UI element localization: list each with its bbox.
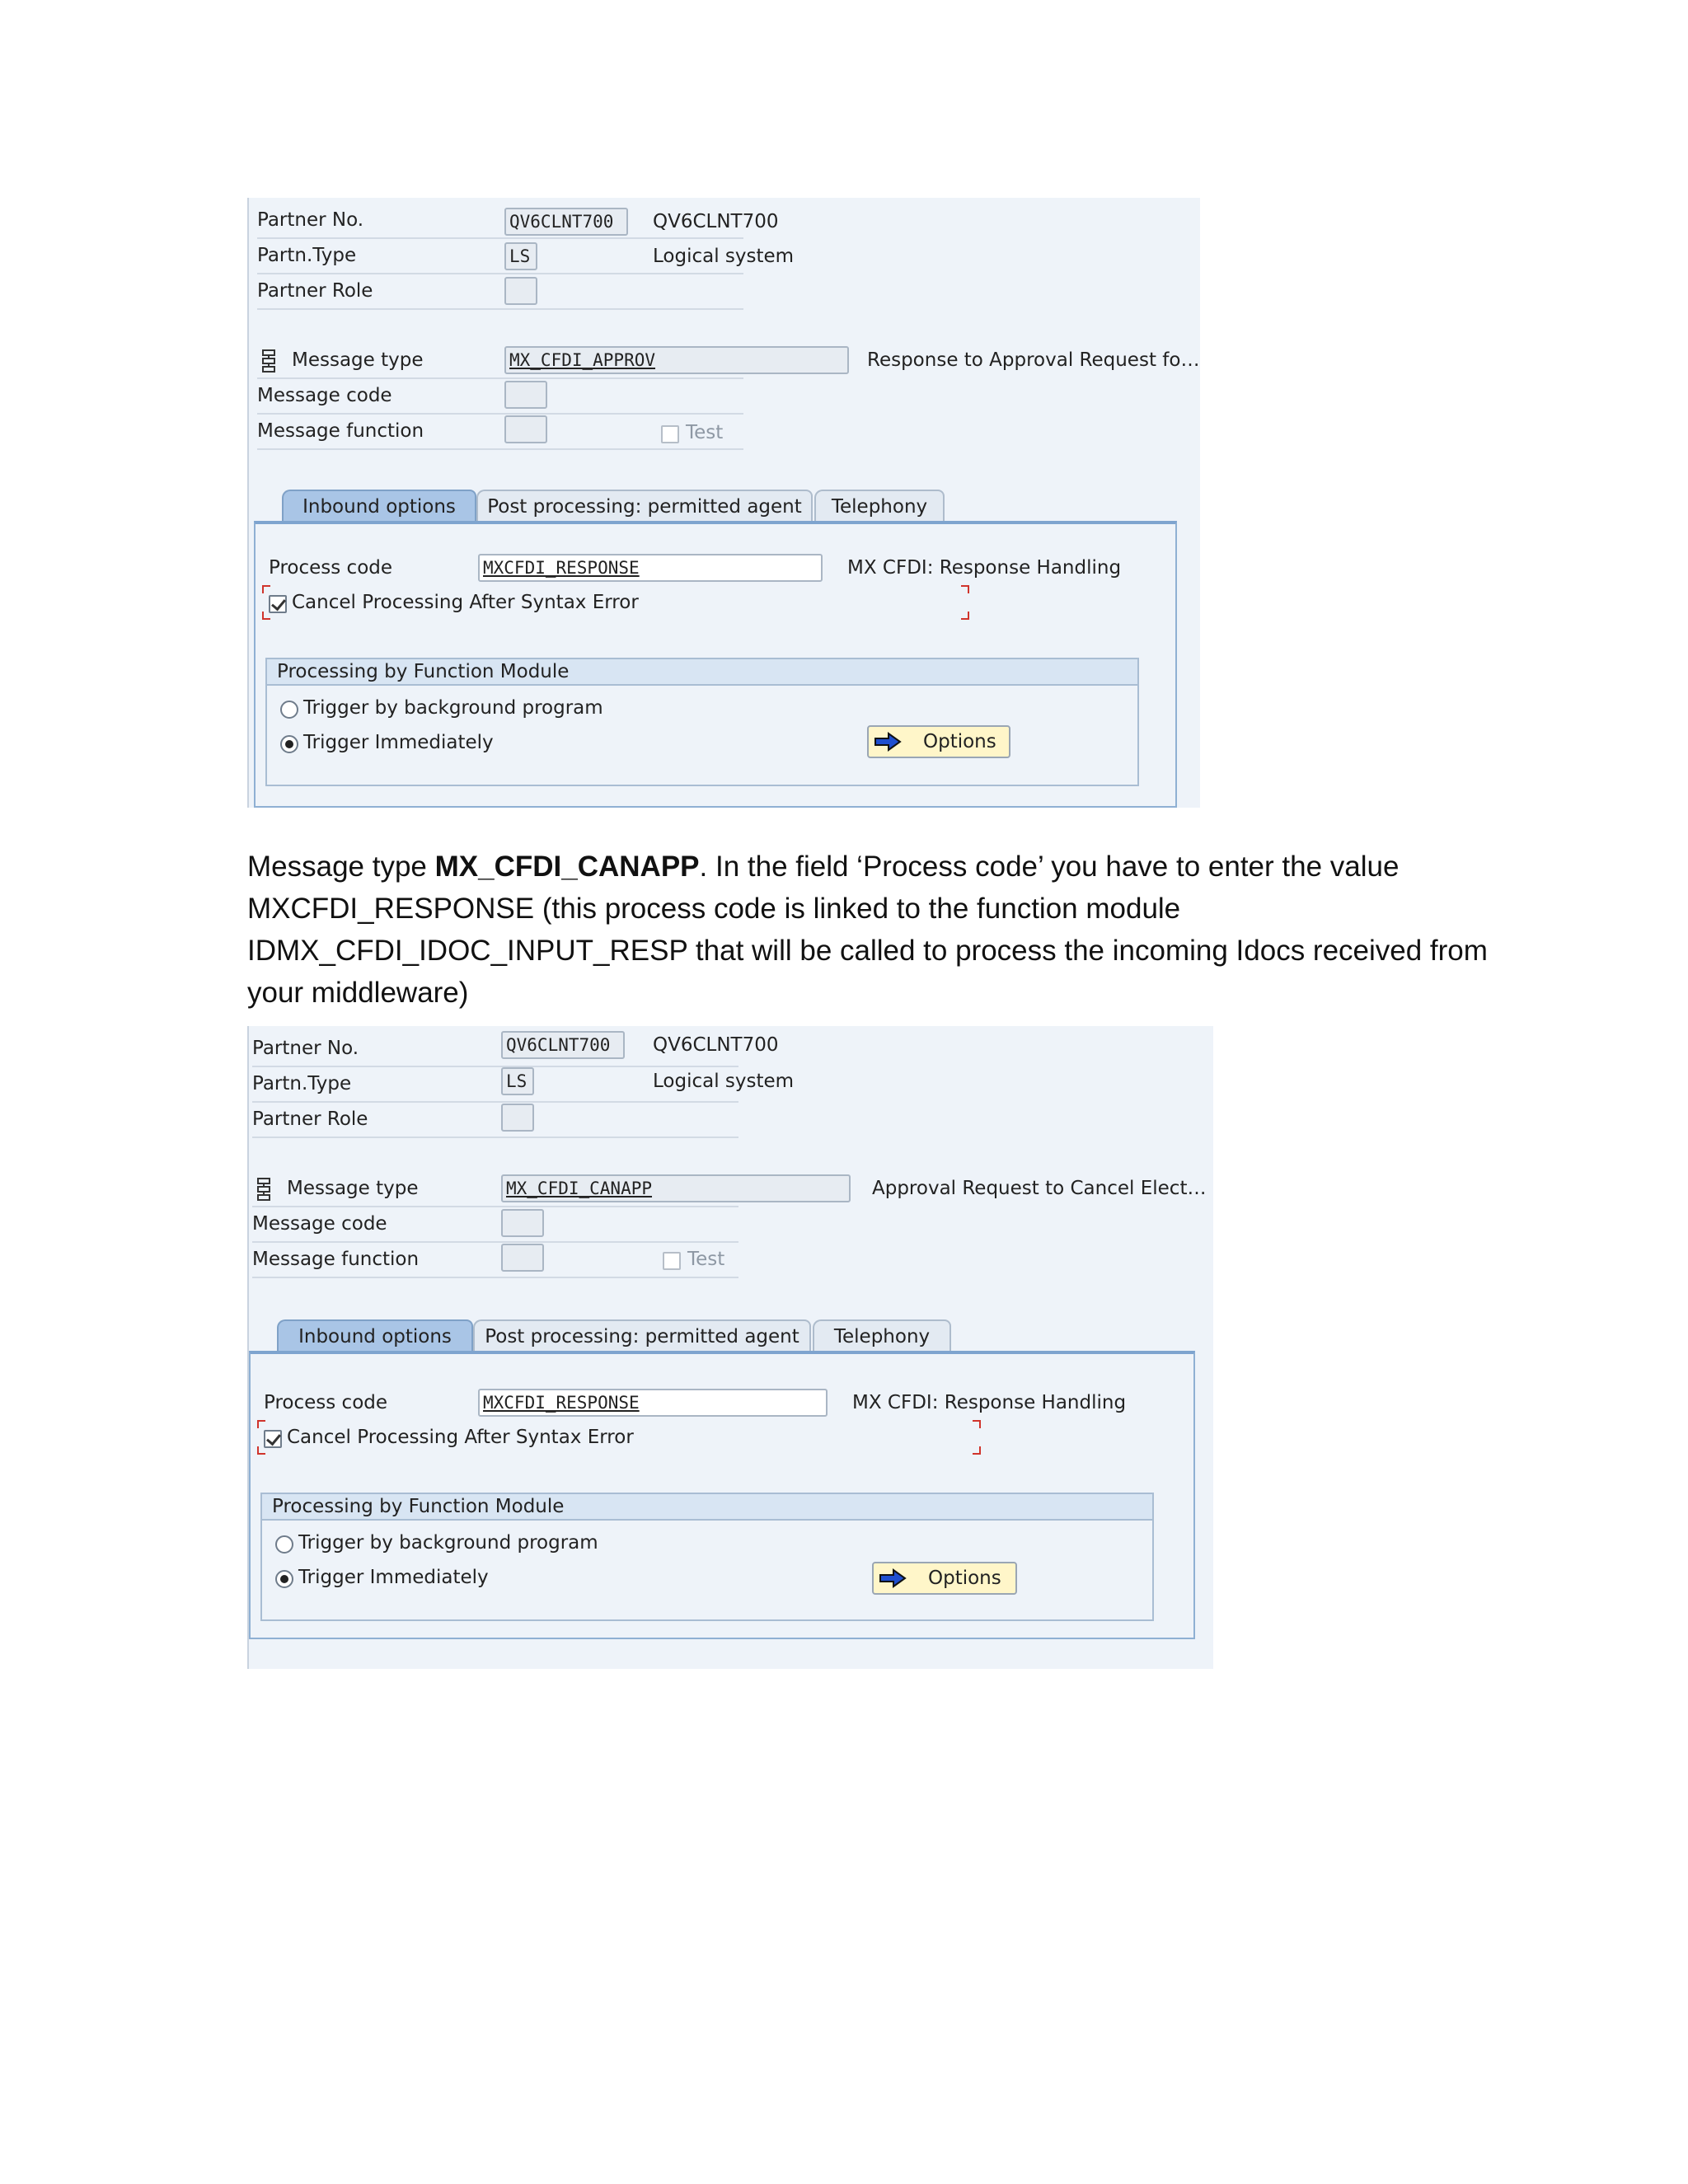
partner-role-label: Partner Role bbox=[252, 1108, 368, 1130]
inbound-options-panel bbox=[249, 1351, 1195, 1639]
partner-role-row bbox=[257, 275, 743, 310]
partner-role-row bbox=[252, 1104, 738, 1138]
options-button-label: Options bbox=[923, 731, 996, 752]
tab-telephony[interactable]: Telephony bbox=[814, 490, 945, 523]
options-button[interactable] bbox=[872, 1562, 1017, 1595]
structure-icon bbox=[256, 1178, 274, 1201]
radio-immediately-label: Trigger Immediately bbox=[303, 732, 494, 753]
radio-background-label: Trigger by background program bbox=[298, 1532, 598, 1554]
message-function-label: Message function bbox=[252, 1249, 420, 1270]
partn-type-desc: Logical system bbox=[653, 1071, 795, 1092]
message-code-field[interactable] bbox=[501, 1209, 544, 1237]
focus-corner bbox=[257, 1420, 265, 1428]
message-function-label: Message function bbox=[257, 420, 424, 442]
options-button-label: Options bbox=[928, 1568, 1001, 1589]
processing-group bbox=[265, 658, 1139, 786]
group-title: Processing by Function Module bbox=[267, 659, 1137, 686]
checkmark-icon bbox=[266, 1431, 281, 1446]
message-code-label: Message code bbox=[257, 385, 392, 406]
partn-type-label: Partn.Type bbox=[257, 245, 357, 266]
focus-corner bbox=[973, 1420, 981, 1428]
paragraph-rest: . In the field ‘Process code’ you have to enter the value MXCFDI_RESPONSE (this process code is linked to the function module IDMX_CFDI_IDOC_INPUT_RESP that will be called to process the incoming Idocs received from your middleware) bbox=[247, 851, 1488, 1009]
process-code-field[interactable]: MXCFDI_RESPONSE bbox=[478, 554, 823, 582]
processing-group bbox=[260, 1493, 1154, 1621]
partn-type-field[interactable]: LS bbox=[504, 242, 537, 270]
tab-telephony[interactable]: Telephony bbox=[813, 1319, 951, 1352]
test-label: Test bbox=[686, 422, 724, 443]
options-button[interactable] bbox=[867, 725, 1010, 758]
focus-corner bbox=[961, 585, 969, 593]
process-code-desc: MX CFDI: Response Handling bbox=[852, 1392, 1127, 1413]
structure-icon bbox=[260, 349, 279, 373]
radio-immediately-label: Trigger Immediately bbox=[298, 1567, 489, 1588]
paragraph-bold: MX_CFDI_CANAPP bbox=[434, 851, 700, 883]
focus-corner bbox=[973, 1446, 981, 1455]
partner-no-label: Partner No. bbox=[257, 209, 364, 231]
sap-screen-canapp bbox=[247, 1026, 1213, 1669]
message-type-desc: Response to Approval Request fo… bbox=[867, 349, 1200, 371]
test-label: Test bbox=[687, 1249, 725, 1270]
radio-selected-dot bbox=[280, 1575, 288, 1583]
process-code-field[interactable]: MXCFDI_RESPONSE bbox=[478, 1389, 828, 1417]
message-type-desc: Approval Request to Cancel Elect… bbox=[872, 1178, 1207, 1199]
tab-inbound-options[interactable]: Inbound options bbox=[282, 490, 476, 523]
process-code-desc: MX CFDI: Response Handling bbox=[847, 557, 1122, 579]
arrow-right-icon bbox=[874, 732, 902, 752]
partn-type-label: Partn.Type bbox=[252, 1073, 352, 1094]
tab-inbound-options[interactable]: Inbound options bbox=[277, 1319, 473, 1352]
tab-strip bbox=[277, 1319, 969, 1352]
description-paragraph bbox=[247, 846, 1500, 1014]
process-code-label: Process code bbox=[264, 1392, 388, 1413]
cancel-processing-checkbox[interactable] bbox=[264, 1430, 282, 1448]
partner-role-field[interactable] bbox=[504, 277, 537, 305]
group-title: Processing by Function Module bbox=[262, 1494, 1152, 1521]
cancel-processing-checkbox[interactable] bbox=[269, 595, 287, 613]
tab-post-processing[interactable]: Post processing: permitted agent bbox=[473, 1319, 811, 1352]
focus-corner bbox=[961, 612, 969, 620]
partner-role-label: Partner Role bbox=[257, 280, 373, 302]
arrow-right-icon bbox=[879, 1568, 907, 1588]
partner-no-field[interactable]: QV6CLNT700 bbox=[504, 208, 628, 236]
partn-type-desc: Logical system bbox=[653, 246, 795, 267]
message-function-field[interactable] bbox=[504, 415, 547, 443]
sap-screen-approv bbox=[247, 198, 1200, 808]
message-code-label: Message code bbox=[252, 1213, 387, 1235]
inbound-options-panel bbox=[254, 521, 1177, 808]
partner-role-field[interactable] bbox=[501, 1104, 534, 1132]
message-type-label: Message type bbox=[287, 1178, 419, 1199]
tab-strip bbox=[282, 490, 958, 523]
tab-post-processing[interactable]: Post processing: permitted agent bbox=[476, 490, 813, 523]
radio-background-label: Trigger by background program bbox=[303, 697, 603, 719]
radio-background[interactable] bbox=[275, 1535, 293, 1554]
partn-type-field[interactable]: LS bbox=[501, 1067, 534, 1095]
radio-immediately[interactable] bbox=[275, 1570, 293, 1588]
message-type-field[interactable]: MX_CFDI_APPROV bbox=[504, 346, 849, 374]
radio-background[interactable] bbox=[280, 701, 298, 719]
message-function-field[interactable] bbox=[501, 1244, 544, 1272]
partner-no-desc: QV6CLNT700 bbox=[653, 1034, 779, 1056]
radio-immediately[interactable] bbox=[280, 735, 298, 753]
checkmark-icon bbox=[271, 596, 286, 612]
radio-selected-dot bbox=[285, 740, 293, 748]
cancel-processing-label: Cancel Processing After Syntax Error bbox=[292, 592, 639, 613]
test-checkbox[interactable] bbox=[663, 1252, 681, 1270]
partner-no-desc: QV6CLNT700 bbox=[653, 211, 779, 232]
focus-corner bbox=[262, 585, 270, 593]
message-type-label: Message type bbox=[292, 349, 424, 371]
message-code-field[interactable] bbox=[504, 381, 547, 409]
test-checkbox[interactable] bbox=[661, 425, 679, 443]
message-code-row bbox=[257, 380, 743, 415]
cancel-processing-label: Cancel Processing After Syntax Error bbox=[287, 1427, 634, 1448]
message-type-field[interactable]: MX_CFDI_CANAPP bbox=[501, 1174, 851, 1202]
partner-no-label: Partner No. bbox=[252, 1038, 359, 1059]
partner-no-field[interactable]: QV6CLNT700 bbox=[501, 1031, 625, 1059]
message-code-row bbox=[252, 1208, 738, 1243]
process-code-label: Process code bbox=[269, 557, 393, 579]
paragraph-prefix: Message type bbox=[247, 851, 435, 883]
